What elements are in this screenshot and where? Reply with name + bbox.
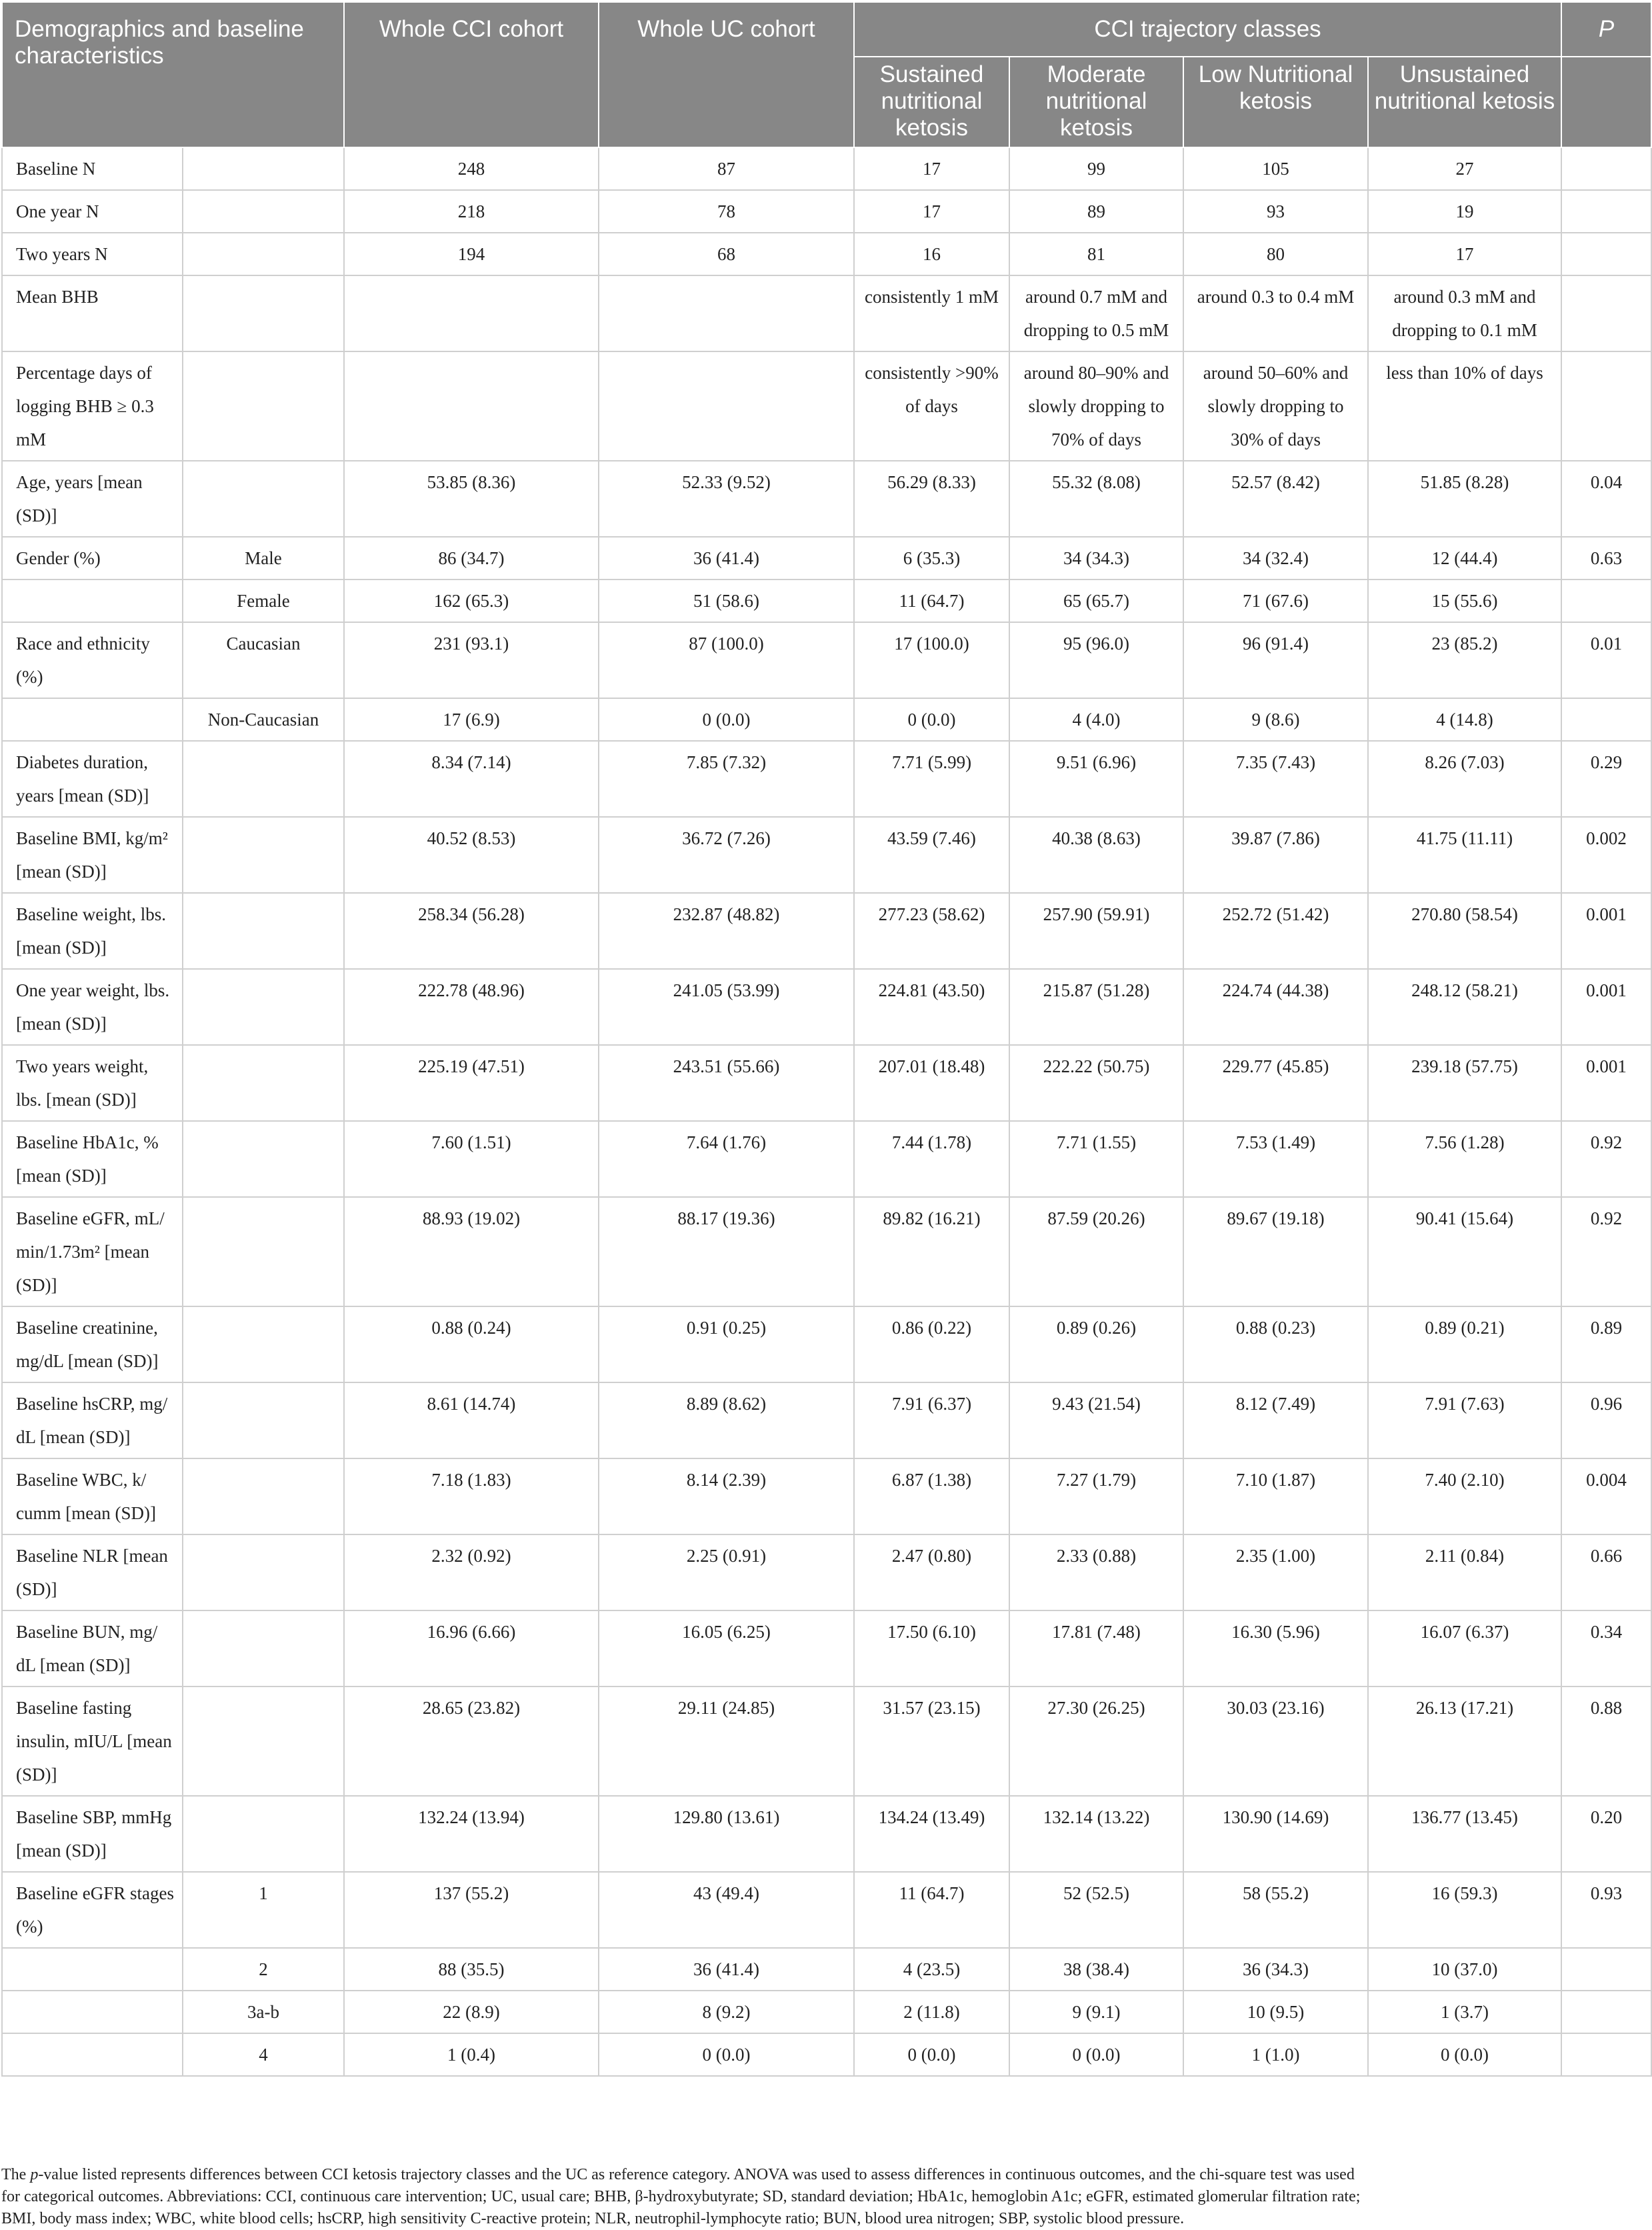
cell-low: 1 (1.0) (1183, 2033, 1368, 2076)
cell-unsustained: 8.26 (7.03) (1368, 741, 1561, 817)
cell-whole-uc: 87 (599, 147, 854, 190)
cell-unsustained: around 0.3 mM and dropping to 0.1 mM (1368, 275, 1561, 351)
cell-p-value: 0.63 (1561, 537, 1651, 580)
cell-whole-cci: 258.34 (56.28) (344, 893, 599, 969)
row-category (183, 147, 344, 190)
cell-p-value: 0.20 (1561, 1796, 1651, 1872)
row-category (183, 1306, 344, 1382)
row-category (183, 275, 344, 351)
row-category (183, 1534, 344, 1610)
cell-moderate: 87.59 (20.26) (1009, 1197, 1183, 1306)
cell-whole-cci: 22 (8.9) (344, 1991, 599, 2033)
cell-whole-cci (344, 351, 599, 461)
cell-low: 2.35 (1.00) (1183, 1534, 1368, 1610)
cell-whole-cci: 222.78 (48.96) (344, 969, 599, 1045)
cell-p-value: 0.01 (1561, 622, 1651, 698)
row-label: Race and ethnicity (%) (2, 622, 183, 698)
table-row (2, 1610, 1651, 1687)
cell-low: 89.67 (19.18) (1183, 1197, 1368, 1306)
cell-moderate: 257.90 (59.91) (1009, 893, 1183, 969)
table-row (2, 817, 1651, 893)
table-row (2, 275, 1651, 351)
cell-whole-uc: 232.87 (48.82) (599, 893, 854, 969)
table-row (2, 1796, 1651, 1872)
cell-whole-cci: 53.85 (8.36) (344, 461, 599, 537)
cell-unsustained: 1 (3.7) (1368, 1991, 1561, 2033)
cell-whole-cci: 86 (34.7) (344, 537, 599, 580)
cell-unsustained: 51.85 (8.28) (1368, 461, 1561, 537)
cell-whole-cci: 17 (6.9) (344, 698, 599, 741)
cell-sustained: 4 (23.5) (854, 1948, 1009, 1991)
table-row (2, 1687, 1651, 1796)
cell-moderate: 95 (96.0) (1009, 622, 1183, 698)
cell-whole-uc: 88.17 (19.36) (599, 1197, 854, 1306)
cell-whole-uc: 7.64 (1.76) (599, 1121, 854, 1197)
cell-sustained: consistently 1 mM (854, 275, 1009, 351)
cell-sustained: 224.81 (43.50) (854, 969, 1009, 1045)
cell-unsustained: 16 (59.3) (1368, 1872, 1561, 1948)
cell-unsustained: 10 (37.0) (1368, 1948, 1561, 1991)
row-category (183, 969, 344, 1045)
cell-p-value: 0.004 (1561, 1458, 1651, 1534)
table-row (2, 1045, 1651, 1121)
cell-unsustained: 0 (0.0) (1368, 2033, 1561, 2076)
cell-moderate: 55.32 (8.08) (1009, 461, 1183, 537)
footnote-prefix: The (1, 2166, 31, 2183)
cell-sustained: 207.01 (18.48) (854, 1045, 1009, 1121)
cell-p-value: 0.04 (1561, 461, 1651, 537)
cell-low: 58 (55.2) (1183, 1872, 1368, 1948)
cell-whole-uc: 8.89 (8.62) (599, 1382, 854, 1458)
row-category (183, 817, 344, 893)
table-body (2, 147, 1651, 2076)
cell-unsustained: 248.12 (58.21) (1368, 969, 1561, 1045)
cell-sustained: 7.44 (1.78) (854, 1121, 1009, 1197)
table-row (2, 537, 1651, 580)
cell-low: 7.35 (7.43) (1183, 741, 1368, 817)
cell-whole-uc: 8 (9.2) (599, 1991, 854, 2033)
cell-unsustained: 41.75 (11.11) (1368, 817, 1561, 893)
cell-whole-cci: 231 (93.1) (344, 622, 599, 698)
cell-low: 7.10 (1.87) (1183, 1458, 1368, 1534)
row-label: Baseline eGFR, mL/ min/1.73m² [mean (SD)] (2, 1197, 183, 1306)
cell-whole-cci: 88.93 (19.02) (344, 1197, 599, 1306)
cell-p-value (1561, 233, 1651, 275)
cell-sustained: 16 (854, 233, 1009, 275)
cell-low: around 0.3 to 0.4 mM (1183, 275, 1368, 351)
cell-moderate: 9.51 (6.96) (1009, 741, 1183, 817)
cell-low: 96 (91.4) (1183, 622, 1368, 698)
cell-low: 9 (8.6) (1183, 698, 1368, 741)
table-row (2, 893, 1651, 969)
row-category (183, 1197, 344, 1306)
footnote-text (1, 2164, 1375, 2230)
cell-whole-uc: 43 (49.4) (599, 1872, 854, 1948)
cell-sustained: 11 (64.7) (854, 580, 1009, 622)
cell-whole-uc: 241.05 (53.99) (599, 969, 854, 1045)
cell-whole-cci: 137 (55.2) (344, 1872, 599, 1948)
cell-p-value: 0.29 (1561, 741, 1651, 817)
table-row (2, 698, 1651, 741)
table-row (2, 351, 1651, 461)
cell-sustained: 17 (854, 147, 1009, 190)
table-row (2, 1121, 1651, 1197)
cell-p-value: 0.92 (1561, 1197, 1651, 1306)
cell-whole-cci (344, 275, 599, 351)
row-label: Baseline hsCRP, mg/ dL [mean (SD)] (2, 1382, 183, 1458)
table-row (2, 147, 1651, 190)
row-category (183, 351, 344, 461)
header-p-blank (1561, 57, 1651, 147)
cell-whole-cci: 7.60 (1.51) (344, 1121, 599, 1197)
cell-low: 10 (9.5) (1183, 1991, 1368, 2033)
row-category (183, 1382, 344, 1458)
row-category: Caucasian (183, 622, 344, 698)
row-category: 3a-b (183, 1991, 344, 2033)
cell-unsustained: 17 (1368, 233, 1561, 275)
cell-whole-uc: 29.11 (24.85) (599, 1687, 854, 1796)
cell-sustained: 11 (64.7) (854, 1872, 1009, 1948)
cell-p-value: 0.88 (1561, 1687, 1651, 1796)
header-class-unsustained: Unsustained nutritional ketosis (1368, 57, 1561, 147)
row-label: Baseline HbA1c, % [mean (SD)] (2, 1121, 183, 1197)
row-label: Baseline SBP, mmHg [mean (SD)] (2, 1796, 183, 1872)
row-label: Baseline fasting insulin, mIU/L [mean (SD)] (2, 1687, 183, 1796)
cell-whole-uc: 7.85 (7.32) (599, 741, 854, 817)
table-row (2, 1197, 1651, 1306)
cell-p-value (1561, 2033, 1651, 2076)
row-category (183, 461, 344, 537)
row-category: 4 (183, 2033, 344, 2076)
cell-moderate: 17.81 (7.48) (1009, 1610, 1183, 1687)
cell-unsustained: 2.11 (0.84) (1368, 1534, 1561, 1610)
row-category (183, 1121, 344, 1197)
cell-whole-uc: 68 (599, 233, 854, 275)
cell-low: 52.57 (8.42) (1183, 461, 1368, 537)
cell-moderate: 40.38 (8.63) (1009, 817, 1183, 893)
cell-whole-uc: 0.91 (0.25) (599, 1306, 854, 1382)
row-category (183, 190, 344, 233)
cell-moderate: 99 (1009, 147, 1183, 190)
cell-moderate: 9.43 (21.54) (1009, 1382, 1183, 1458)
cell-whole-cci: 194 (344, 233, 599, 275)
cell-moderate: 215.87 (51.28) (1009, 969, 1183, 1045)
cell-whole-cci: 8.34 (7.14) (344, 741, 599, 817)
row-category (183, 1796, 344, 1872)
table-row (2, 190, 1651, 233)
cell-unsustained: 90.41 (15.64) (1368, 1197, 1561, 1306)
row-label (2, 580, 183, 622)
cell-whole-cci: 225.19 (47.51) (344, 1045, 599, 1121)
cell-moderate: 65 (65.7) (1009, 580, 1183, 622)
row-label (2, 1948, 183, 1991)
table-row (2, 1534, 1651, 1610)
cell-p-value: 0.66 (1561, 1534, 1651, 1610)
cell-sustained: 56.29 (8.33) (854, 461, 1009, 537)
cell-sustained: 17.50 (6.10) (854, 1610, 1009, 1687)
table-row (2, 1872, 1651, 1948)
table-row (2, 1382, 1651, 1458)
cell-whole-cci: 132.24 (13.94) (344, 1796, 599, 1872)
cell-whole-cci: 1 (0.4) (344, 2033, 599, 2076)
cell-moderate: 7.27 (1.79) (1009, 1458, 1183, 1534)
cell-whole-cci: 88 (35.5) (344, 1948, 599, 1991)
row-label: One year weight, lbs. [mean (SD)] (2, 969, 183, 1045)
row-label: One year N (2, 190, 183, 233)
row-label (2, 2033, 183, 2076)
cell-p-value (1561, 275, 1651, 351)
cell-low: 252.72 (51.42) (1183, 893, 1368, 969)
cell-p-value (1561, 580, 1651, 622)
cell-whole-cci: 248 (344, 147, 599, 190)
cell-moderate: 81 (1009, 233, 1183, 275)
cell-unsustained: 7.56 (1.28) (1368, 1121, 1561, 1197)
table-footnote (1, 2164, 1375, 2230)
cell-whole-uc: 87 (100.0) (599, 622, 854, 698)
row-category (183, 1458, 344, 1534)
cell-sustained: 0 (0.0) (854, 2033, 1009, 2076)
cell-whole-uc: 8.14 (2.39) (599, 1458, 854, 1534)
row-label: Two years weight, lbs. [mean (SD)] (2, 1045, 183, 1121)
cell-moderate: 0 (0.0) (1009, 2033, 1183, 2076)
cell-whole-cci: 2.32 (0.92) (344, 1534, 599, 1610)
table-row (2, 622, 1651, 698)
cell-sustained: 0 (0.0) (854, 698, 1009, 741)
cell-whole-cci: 16.96 (6.66) (344, 1610, 599, 1687)
cell-sustained: 6.87 (1.38) (854, 1458, 1009, 1534)
footnote-p-term: p (30, 2166, 39, 2183)
cell-whole-cci: 7.18 (1.83) (344, 1458, 599, 1534)
cell-sustained: 7.91 (6.37) (854, 1382, 1009, 1458)
cell-low: 130.90 (14.69) (1183, 1796, 1368, 1872)
cell-whole-cci: 0.88 (0.24) (344, 1306, 599, 1382)
cell-whole-uc: 2.25 (0.91) (599, 1534, 854, 1610)
cell-unsustained: less than 10% of days (1368, 351, 1561, 461)
table-row (2, 1948, 1651, 1991)
cell-moderate: 38 (38.4) (1009, 1948, 1183, 1991)
cell-whole-uc: 0 (0.0) (599, 698, 854, 741)
cell-low: 229.77 (45.85) (1183, 1045, 1368, 1121)
cell-low: 8.12 (7.49) (1183, 1382, 1368, 1458)
table-row (2, 461, 1651, 537)
row-category (183, 1687, 344, 1796)
header-whole-uc: Whole UC cohort (599, 2, 854, 147)
row-category (183, 1045, 344, 1121)
cell-unsustained: 239.18 (57.75) (1368, 1045, 1561, 1121)
cell-p-value: 0.002 (1561, 817, 1651, 893)
cell-whole-cci: 162 (65.3) (344, 580, 599, 622)
cell-p-value: 0.001 (1561, 893, 1651, 969)
row-label: Gender (%) (2, 537, 183, 580)
table-row (2, 233, 1651, 275)
row-label: Two years N (2, 233, 183, 275)
cell-p-value: 0.89 (1561, 1306, 1651, 1382)
cell-p-value: 0.92 (1561, 1121, 1651, 1197)
cell-unsustained: 26.13 (17.21) (1368, 1687, 1561, 1796)
cell-unsustained: 15 (55.6) (1368, 580, 1561, 622)
row-label (2, 1991, 183, 2033)
cell-whole-cci: 218 (344, 190, 599, 233)
cell-unsustained: 136.77 (13.45) (1368, 1796, 1561, 1872)
cell-sustained: 0.86 (0.22) (854, 1306, 1009, 1382)
cell-unsustained: 270.80 (58.54) (1368, 893, 1561, 969)
table-row (2, 741, 1651, 817)
cell-moderate: 9 (9.1) (1009, 1991, 1183, 2033)
cell-whole-uc (599, 275, 854, 351)
cell-low: around 50–60% and slowly dropping to 30% of days (1183, 351, 1368, 461)
header-whole-cci: Whole CCI cohort (344, 2, 599, 147)
cell-whole-uc: 36 (41.4) (599, 1948, 854, 1991)
cell-whole-uc (599, 351, 854, 461)
row-category (183, 1610, 344, 1687)
cell-whole-uc: 52.33 (9.52) (599, 461, 854, 537)
cell-whole-cci: 8.61 (14.74) (344, 1382, 599, 1458)
cell-unsustained: 27 (1368, 147, 1561, 190)
cell-low: 93 (1183, 190, 1368, 233)
cell-whole-uc: 78 (599, 190, 854, 233)
cell-whole-cci: 28.65 (23.82) (344, 1687, 599, 1796)
cell-low: 7.53 (1.49) (1183, 1121, 1368, 1197)
header-class-moderate: Moderate nutritional ketosis (1009, 57, 1183, 147)
header-trajectory-group: CCI trajectory classes (854, 2, 1561, 57)
cell-whole-uc: 36 (41.4) (599, 537, 854, 580)
cell-sustained: 2 (11.8) (854, 1991, 1009, 2033)
cell-unsustained: 16.07 (6.37) (1368, 1610, 1561, 1687)
cell-moderate: 4 (4.0) (1009, 698, 1183, 741)
cell-sustained: 6 (35.3) (854, 537, 1009, 580)
cell-whole-cci: 40.52 (8.53) (344, 817, 599, 893)
footnote-body: -value listed represents differences between CCI ketosis trajectory classes and the UC as reference category. ANOVA was used to assess differences in continuous outcomes, and the chi-square test was used for categorical outcomes. Abbreviations: CCI, continuous care intervention; UC, usual care; BHB, β-hydroxybutyrate; SD, standard deviation; HbA1c, hemoglobin A1c; eGFR, estimated glomerular filtration rate; BMI, body mass index; WBC, white blood cells; hsCRP, high sensitivity C-reactive protein; NLR, neutrophil-lymphocyte ratio; BUN, blood urea nitrogen; SBP, systolic blood pressure. (1, 2166, 1361, 2227)
row-label: Baseline BMI, kg/m² [mean (SD)] (2, 817, 183, 893)
cell-sustained: 134.24 (13.49) (854, 1796, 1009, 1872)
cell-p-value (1561, 190, 1651, 233)
cell-unsustained: 12 (44.4) (1368, 537, 1561, 580)
header-class-low: Low Nutritional ketosis (1183, 57, 1368, 147)
table-row (2, 969, 1651, 1045)
table-row (2, 1306, 1651, 1382)
cell-low: 39.87 (7.86) (1183, 817, 1368, 893)
cell-p-value: 0.001 (1561, 969, 1651, 1045)
row-category (183, 233, 344, 275)
cell-low: 16.30 (5.96) (1183, 1610, 1368, 1687)
cell-moderate: 89 (1009, 190, 1183, 233)
cell-moderate: around 80–90% and slowly dropping to 70% of days (1009, 351, 1183, 461)
row-label: Baseline N (2, 147, 183, 190)
cell-unsustained: 19 (1368, 190, 1561, 233)
row-label: Baseline creatinine, mg/dL [mean (SD)] (2, 1306, 183, 1382)
cell-unsustained: 0.89 (0.21) (1368, 1306, 1561, 1382)
cell-moderate: 52 (52.5) (1009, 1872, 1183, 1948)
cell-whole-uc: 16.05 (6.25) (599, 1610, 854, 1687)
table-row (2, 580, 1651, 622)
table-row (2, 1458, 1651, 1534)
row-label: Baseline NLR [mean (SD)] (2, 1534, 183, 1610)
characteristics-table (1, 1, 1652, 2077)
cell-sustained: 31.57 (23.15) (854, 1687, 1009, 1796)
row-category (183, 893, 344, 969)
cell-sustained: 7.71 (5.99) (854, 741, 1009, 817)
cell-sustained: consistently >90% of days (854, 351, 1009, 461)
row-category: Male (183, 537, 344, 580)
cell-whole-uc: 51 (58.6) (599, 580, 854, 622)
cell-whole-uc: 36.72 (7.26) (599, 817, 854, 893)
cell-p-value (1561, 1948, 1651, 1991)
header-class-sustained: Sustained nutritional ketosis (854, 57, 1009, 147)
row-label: Baseline weight, lbs. [mean (SD)] (2, 893, 183, 969)
table-row (2, 1991, 1651, 2033)
cell-low: 30.03 (23.16) (1183, 1687, 1368, 1796)
cell-p-value (1561, 351, 1651, 461)
cell-low: 105 (1183, 147, 1368, 190)
cell-low: 0.88 (0.23) (1183, 1306, 1368, 1382)
cell-sustained: 17 (854, 190, 1009, 233)
row-label: Percentage days of logging BHB ≥ 0.3 mM (2, 351, 183, 461)
cell-moderate: 2.33 (0.88) (1009, 1534, 1183, 1610)
cell-sustained: 277.23 (58.62) (854, 893, 1009, 969)
cell-low: 80 (1183, 233, 1368, 275)
row-label: Baseline WBC, k/ cumm [mean (SD)] (2, 1458, 183, 1534)
cell-p-value (1561, 698, 1651, 741)
cell-low: 34 (32.4) (1183, 537, 1368, 580)
header-row-label: Demographics and baseline characteristics (2, 2, 344, 147)
cell-unsustained: 7.40 (2.10) (1368, 1458, 1561, 1534)
row-category: Non-Caucasian (183, 698, 344, 741)
table-header (2, 2, 1651, 147)
row-label: Diabetes duration, years [mean (SD)] (2, 741, 183, 817)
cell-p-value: 0.001 (1561, 1045, 1651, 1121)
cell-low: 224.74 (44.38) (1183, 969, 1368, 1045)
row-category: 2 (183, 1948, 344, 1991)
cell-sustained: 2.47 (0.80) (854, 1534, 1009, 1610)
cell-sustained: 43.59 (7.46) (854, 817, 1009, 893)
cell-moderate: 0.89 (0.26) (1009, 1306, 1183, 1382)
cell-p-value: 0.93 (1561, 1872, 1651, 1948)
row-label: Baseline BUN, mg/ dL [mean (SD)] (2, 1610, 183, 1687)
cell-p-value: 0.96 (1561, 1382, 1651, 1458)
cell-whole-uc: 243.51 (55.66) (599, 1045, 854, 1121)
cell-sustained: 17 (100.0) (854, 622, 1009, 698)
cell-p-value (1561, 1991, 1651, 2033)
cell-moderate: 27.30 (26.25) (1009, 1687, 1183, 1796)
row-category: 1 (183, 1872, 344, 1948)
cell-moderate: 7.71 (1.55) (1009, 1121, 1183, 1197)
cell-unsustained: 23 (85.2) (1368, 622, 1561, 698)
cell-unsustained: 4 (14.8) (1368, 698, 1561, 741)
cell-p-value (1561, 147, 1651, 190)
cell-p-value: 0.34 (1561, 1610, 1651, 1687)
cell-moderate: 34 (34.3) (1009, 537, 1183, 580)
header-p: P (1561, 2, 1651, 57)
row-label (2, 698, 183, 741)
table-row (2, 2033, 1651, 2076)
cell-sustained: 89.82 (16.21) (854, 1197, 1009, 1306)
cell-moderate: 132.14 (13.22) (1009, 1796, 1183, 1872)
cell-whole-uc: 129.80 (13.61) (599, 1796, 854, 1872)
cell-low: 71 (67.6) (1183, 580, 1368, 622)
row-category: Female (183, 580, 344, 622)
row-label: Age, years [mean (SD)] (2, 461, 183, 537)
cell-moderate: 222.22 (50.75) (1009, 1045, 1183, 1121)
row-category (183, 741, 344, 817)
cell-unsustained: 7.91 (7.63) (1368, 1382, 1561, 1458)
cell-moderate: around 0.7 mM and dropping to 0.5 mM (1009, 275, 1183, 351)
row-label: Mean BHB (2, 275, 183, 351)
cell-whole-uc: 0 (0.0) (599, 2033, 854, 2076)
cell-low: 36 (34.3) (1183, 1948, 1368, 1991)
row-label: Baseline eGFR stages (%) (2, 1872, 183, 1948)
